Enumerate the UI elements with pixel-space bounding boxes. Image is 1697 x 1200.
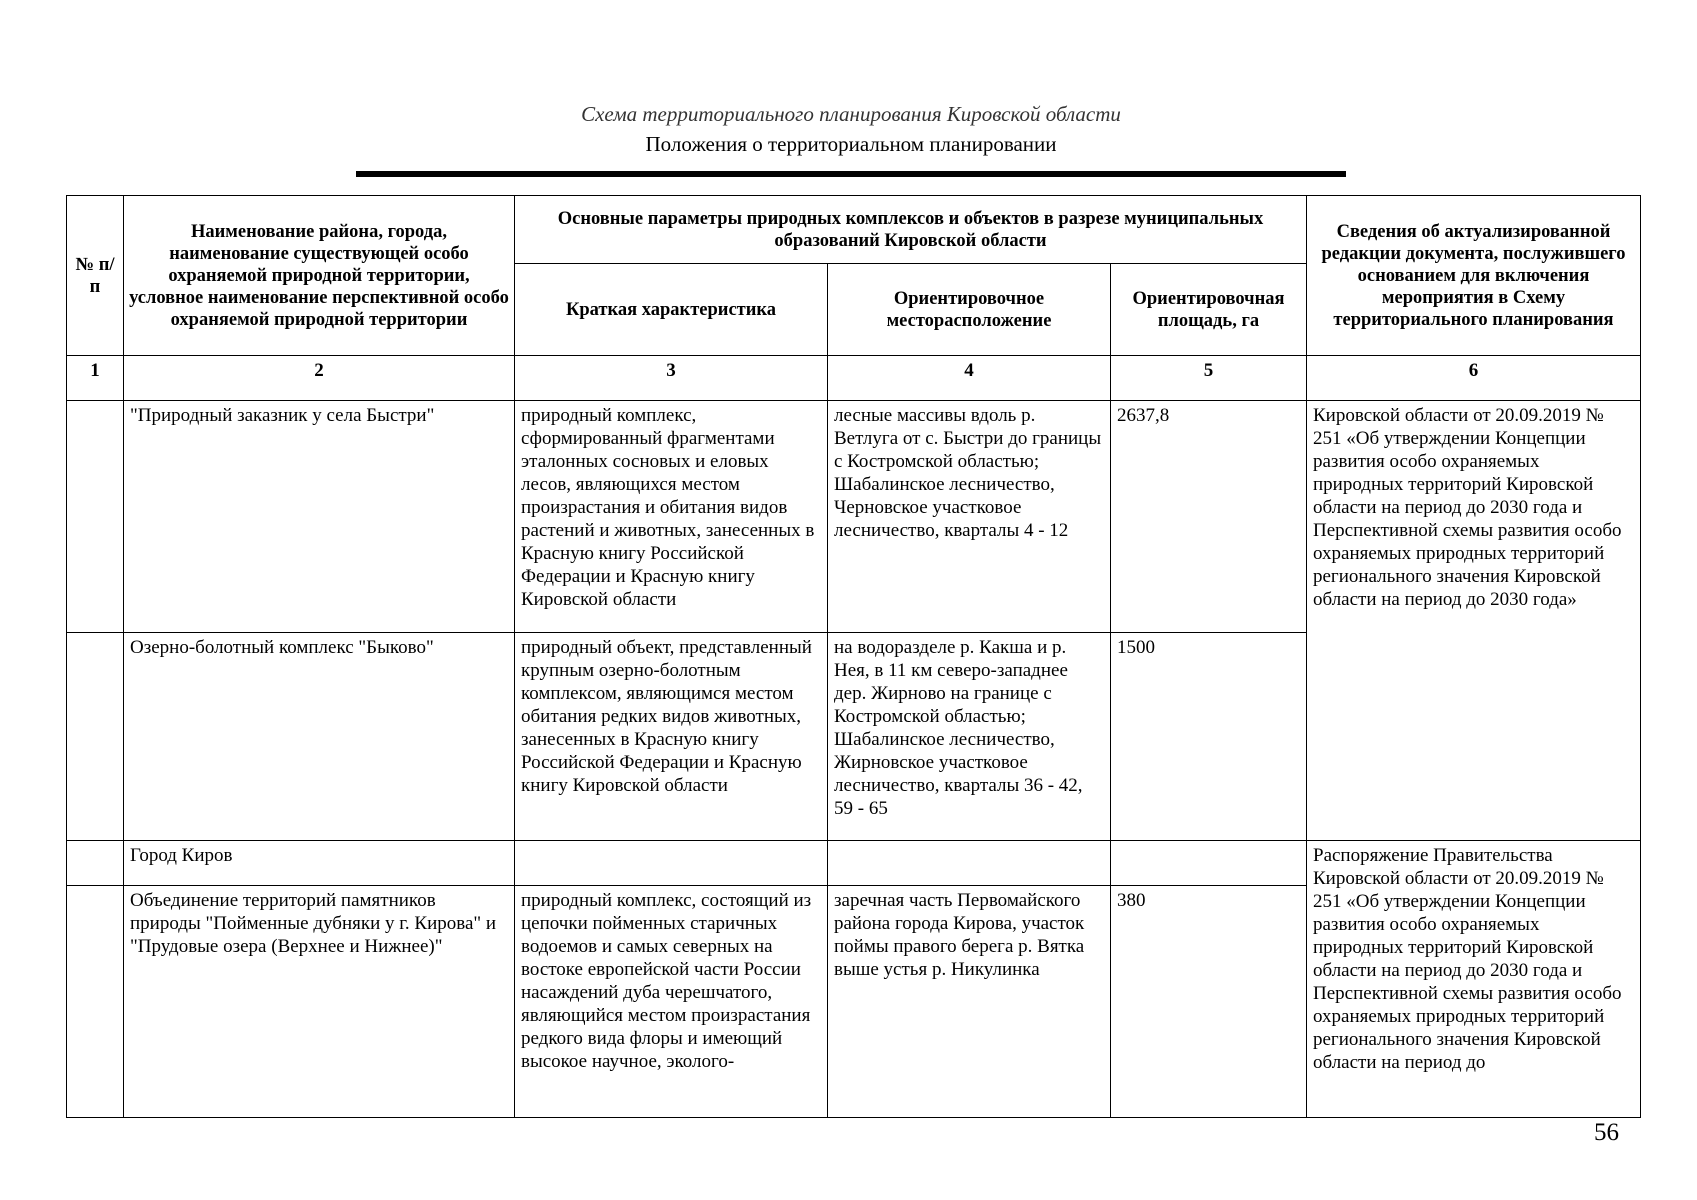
row-characteristic: природный комплекс, сформированный фрагментами эталонных сосновых и еловых лесов, являющихся местом произрастания и обитания видов растений и животных, занесенных в Красную книгу Российской Федерации и Красную книгу Кировской области (515, 401, 828, 633)
column-number: 1 (67, 356, 124, 401)
row-num (67, 886, 124, 1118)
row-name: Город Киров (124, 841, 515, 886)
header-characteristic: Краткая характеристика (515, 264, 828, 356)
row-location: на водоразделе р. Какша и р. Нея, в 11 км северо-западнее дер. Жирново на границе с Костромской областью; Шабалинское лесничество, Жирновское участковое лесничество, кварталы 36 - 42, 59 - 65 (828, 633, 1111, 841)
row-characteristic (515, 841, 828, 886)
row-name: Озерно-болотный комплекс "Быково" (124, 633, 515, 841)
row-num (67, 841, 124, 886)
header-params: Основные параметры природных комплексов и объектов в разрезе муниципальных образований Кировской области (515, 196, 1307, 264)
column-number: 4 (828, 356, 1111, 401)
row-source: Распоряжение Правительства Кировской области от 20.09.2019 № 251 «Об утверждении Концепции развития особо охраняемых природных территорий Кировской области на период до 2030 года и Перспективной схемы развития особо охраняемых природных территорий регионального значения Кировской области на период до (1307, 841, 1641, 1118)
row-num (67, 633, 124, 841)
table-row (67, 401, 1641, 633)
row-name: "Природный заказник у села Быстри" (124, 401, 515, 633)
row-location (828, 841, 1111, 886)
row-area (1111, 841, 1307, 886)
row-location: лесные массивы вдоль р. Ветлуга от с. Быстри до границы с Костромской областью; Шабалинское лесничество, Черновское участковое лесничество, кварталы 4 - 12 (828, 401, 1111, 633)
row-area: 1500 (1111, 633, 1307, 841)
column-number: 6 (1307, 356, 1641, 401)
row-location: заречная часть Первомайского района города Кирова, участок поймы правого берега р. Вятка выше устья р. Никулинка (828, 886, 1111, 1118)
row-area: 2637,8 (1111, 401, 1307, 633)
header-source: Сведения об актуализированной редакции документа, послужившего основанием для включения мероприятия в Схему территориального планирования (1307, 196, 1641, 356)
header-name: Наименование района, города, наименование существующей особо охраняемой природной территории, условное наименование перспективной особо охраняемой природной территории (124, 196, 515, 356)
column-number-row (67, 356, 1641, 401)
document-subtitle: Положения о территориальном планировании (645, 132, 1057, 156)
row-source: Кировской области от 20.09.2019 № 251 «Об утверждении Концепции развития особо охраняемых природных территорий Кировской области на период до 2030 года и Перспективной схемы развития особо охраняемых природных территорий регионального значения Кировской области на период до 2030 года» (1307, 401, 1641, 841)
column-number: 2 (124, 356, 515, 401)
document-title: Схема территориального планирования Кировской области (581, 102, 1121, 126)
row-num (67, 401, 124, 633)
header-num: № п/п (67, 196, 124, 356)
row-characteristic: природный объект, представленный крупным озерно-болотным комплексом, являющимся местом обитания редких видов животных, занесенных в Красную книгу Российской Федерации и Красную книгу Кировской области (515, 633, 828, 841)
row-name: Объединение территорий памятников природы "Пойменные дубняки у г. Кирова" и "Прудовые озера (Верхнее и Нижнее)" (124, 886, 515, 1118)
column-number: 3 (515, 356, 828, 401)
header-location: Ориентировочное месторасположение (828, 264, 1111, 356)
table-row (67, 841, 1641, 886)
document-header (356, 100, 1346, 160)
territory-table (66, 195, 1641, 1118)
row-characteristic: природный комплекс, состоящий из цепочки пойменных старичных водоемов и самых северных на востоке европейской части России насаждений дуба черешчатого, являющийся местом произрастания редкого вида флоры и имеющий высокое научное, эколого- (515, 886, 828, 1118)
column-number: 5 (1111, 356, 1307, 401)
header-area: Ориентировочная площадь, га (1111, 264, 1307, 356)
header-rule (356, 171, 1346, 177)
page-number: 56 (1594, 1119, 1619, 1146)
row-area: 380 (1111, 886, 1307, 1118)
